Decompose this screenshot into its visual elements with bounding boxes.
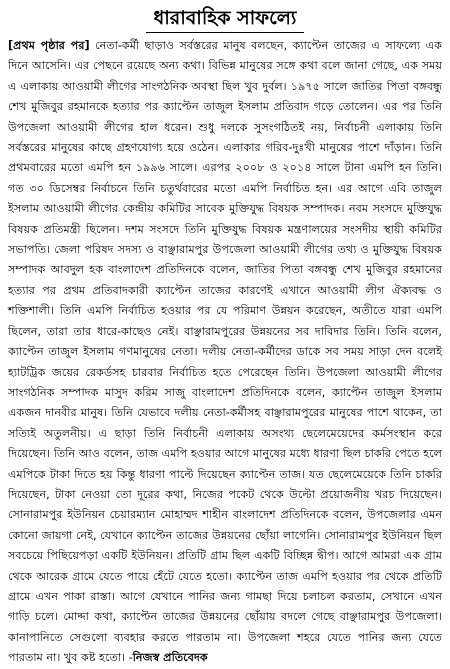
headline-container	[8, 6, 442, 33]
article-body-text: নেতা-কর্মী ছাড়াও সর্বস্তরের মানুষ বলছেন, ক্যাপ্টেন তাজের এ সাফল্যে এক দিনে আসেনি। এর পেছনে রয়েছে অন্য কথা। বিভিন্ন মানুষের সঙ্গে কথা বলে জানা গেছে, এক সময় এ এলাকায় আওয়ামী লীগের সাংগঠনিক অবস্থা ছিল খুব দুর্বল। ১৯৭৫ সালে জাতির পিতা বঙ্গবন্ধু শেখ মুজিবুর রহমানকে হত্যার পর ক্যাপ্টেন তাজুল ইসলাম প্রতিবাদ গড়ে তোলেন। এর পর তিনি উপজেলা আওয়ামী লীগের হাল ধরেন। শুধু দলকে সুসংগঠিতই নয়, নির্বাচনী এলাকায় তিনি সর্বস্তরের মানুষের কাছে গ্রহণযোগ্য হয়ে ওঠেন। এলাকার গরিব-দুঃখী মানুষের পাশে দাঁড়ান। তিনি প্রথমবারের মতো এমপি হন ১৯৯৬ সালে। এরপর ২০০৮ ও ২০১৪ সালে টানা এমপি হন তিনি। গত ৩০ ডিসেম্বর নির্বাচনে তিনি চতুর্থবারের মতো এমপি নির্বাচিত হন। এর আগে এবি তাজুল ইসলাম আওয়ামী লীগের কেন্দ্রীয় কমিটির সাবেক মুক্তিযুদ্ধ বিষয়ক সম্পাদক। নবম সংসদে মুক্তিযুদ্ধ বিষয়ক প্রতিমন্ত্রী ছিলেন। দশম সংসদে তিনি মুক্তিযুদ্ধ বিষয়ক মন্ত্রণালয়ের সংসদীয় স্থায়ী কমিটির সভাপতি। জেলা পরিষদ সদস্য ও বাঞ্ছারামপুর উপজেলা আওয়ামী লীগের তথ্য ও মুক্তিযুদ্ধ বিষয়ক সম্পাদক আবদুল হক বাংলাদেশ প্রতিদিনকে বলেন, জাতির পিতা বঙ্গবন্ধু শেখ মুজিবুর রহমানের হত্যার পর প্রথম প্রতিবাদকারী ক্যাপ্টেন তাজের কারণেই এখানে আওয়ামী লীগ ঐক্যবদ্ধ ও শক্তিশালী। তিনি এমপি নির্বাচিত হওয়ার পর যে পরিমাণ উন্নয়ন করেছেন, অতীতে যারা এমপি ছিলেন, তারা তার ধারে-কাছেও নেই। বাঞ্ছারামপুরের উন্নয়নের সব দাবিদার তিনি। তিনি বলেন, ক্যাপ্টেন তাজুল ইসলাম গণমানুষের নেতা। দলীয় নেতা-কর্মীদের ডাকে সব সময় সাড়া দেন বলেই হ্যাটট্রিক জয়ের রেকর্ডসহ চারবার নির্বাচিত হতে পেরেছেন তিনি। উপজেলা আওয়ামী লীগের সাংগঠনিক সম্পাদক মাসুদ করিম সাজু বাংলাদেশ প্রতিদিনকে বলেন, ক্যাপ্টেন তাজুল ইসলাম একজন দানবীর মানুষ। তিনি যেভাবে দলীয় নেতা-কর্মীসহ বাঞ্ছারামপুরের মানুষের পাশে থাকেন, তা সত্যিই অতুলনীয়। এ ছাড়া তিনি নির্বাচনী এলাকায় অসংখ্য ছেলেমেয়েদের কর্মসংস্থান করে দিয়েছেন। তিনি আও বলেন, তাজ এমপি হওয়ার আগে মানুষের মধ্যে ধারণা ছিল চাকরি পেতে হলে এমপিকে টাকা দিতে হয় কিন্তু ধারণা পাল্টে দিয়েছেন ক্যাপ্টেন তাজ। যত ছেলেমেয়েকে তিনি চাকরি দিয়েছেন, টাকা নেওয়া তো দূরের কথা, নিজের পকেট থেকে উল্টো প্রয়োজনীয় খরচ দিয়েছেন। সোনারামপুর ইউনিয়ন চেয়ারম্যান মোহাম্মদ শাহীন বাংলাদেশ প্রতিদিনকে বলেন, উপজেলার এমন কোনো জায়গা নেই, যেখানে ক্যাপ্টেন তাজের উন্নয়নের ছোঁয়া লাগেনি। সোনারামপুর ইউনিয়ন ছিল সবচেয়ে পিছিয়েপড়া একটি ইউনিয়ন। প্রতিটি গ্রাম ছিল একটি বিচ্ছিন্ন দ্বীপ। আগে আমরা এক গ্রাম থেকে আরেক গ্রামে যেতে পায়ে হেঁটে যেতে হতো। ক্যাপ্টেন তাজ এমপি হওয়ার পর থেকে প্রতিটি গ্রামে এখন পাকা রাস্তা। আগে যেখানে পানির জন্য গামছা দিয়ে চলাচল করতাম, সেখানে এখন গাড়ি চলে। মোদ্দা কথা, ক্যাপ্টেন তাজের উন্নয়নের ছোঁয়ায় বদলে গেছে বাঞ্ছারামপুর উপজেলা। কানাপানিতে সেগুলো ব্যবহার করতে পারতাম না। উপজেলা শহরে যেতে পানির জন্য যেতে পারতাম না। খুব কষ্ট হতো। -	[8, 39, 443, 665]
article-headline: ধারাবাহিক সাফল্যে	[146, 6, 305, 33]
article-byline: নিজস্ব প্রতিবেদক	[132, 651, 208, 665]
article-body	[8, 36, 442, 669]
continuation-label: [প্রথম পৃষ্ঠার পর]	[8, 39, 90, 52]
